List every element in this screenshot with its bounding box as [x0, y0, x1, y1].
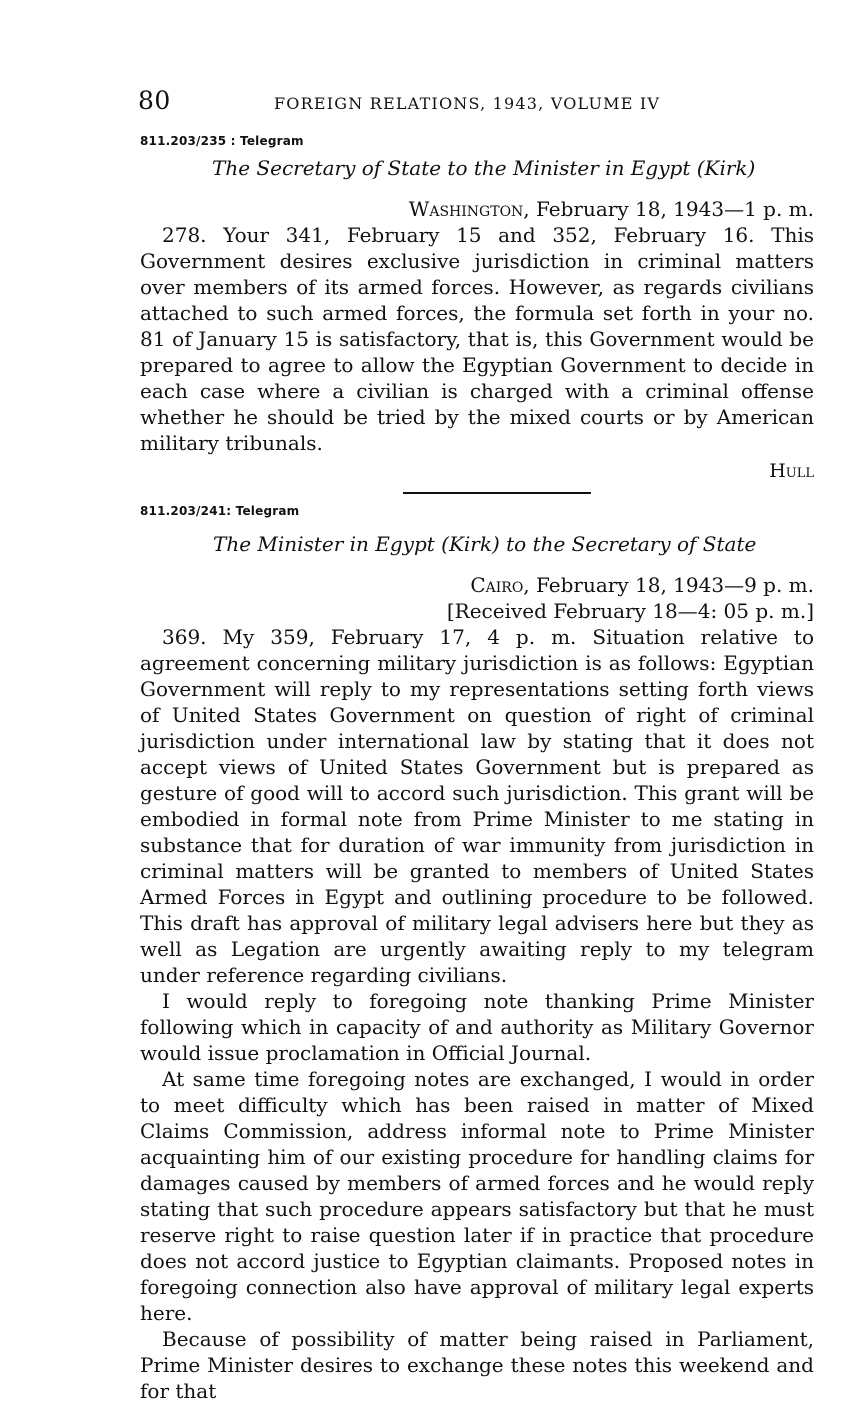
document-body	[140, 624, 814, 1404]
page-number: 80	[138, 86, 171, 115]
dateline-date: , February 18, 1943—9 p. m.	[523, 573, 814, 597]
body-paragraph: 278. Your 341, February 15 and 352, February 16. This Government desires exclusive jurisdiction in criminal matters over members of its armed forces. However, as regards civilians attached to such armed forces, the formula set forth in your no. 81 of January 15 is satisfactory, that is, this Government would be prepared to agree to allow the Egyptian Government to decide in each case where a civilian is charged with a criminal offense whether he should be tried by the mixed courts or by American military tribunals.	[140, 223, 814, 455]
body-paragraph: Because of possibility of matter being raised in Parliament, Prime Minister desires to exchange these notes this weekend and for that	[140, 1327, 814, 1403]
dateline-place: Washington	[408, 197, 524, 221]
section-divider	[403, 492, 591, 494]
document-title: The Secretary of State to the Minister in Egypt (Kirk)	[212, 156, 756, 180]
file-number: 811.203/241: Telegram	[140, 504, 300, 518]
document-body	[140, 222, 814, 456]
running-head-title: FOREIGN RELATIONS, 1943, VOLUME IV	[274, 94, 661, 113]
document-entry-2	[140, 504, 814, 1404]
dateline-date: , February 18, 1943—1 p. m.	[523, 197, 814, 221]
body-paragraph: At same time foregoing notes are exchanged, I would in order to meet difficulty which has been raised in matter of Mixed Claims Commission, address informal note to Prime Minister acquainting him of our existing procedure for handling claims for damages caused by members of armed forces and he would reply stating that such procedure appears satisfactory but that he must reserve right to raise question later if in practice that procedure does not accord justice to Egyptian claimants. Proposed notes in foregoing connection also have approval of military legal experts here.	[140, 1067, 814, 1325]
file-number: 811.203/235 : Telegram	[140, 134, 304, 148]
body-paragraph: 369. My 359, February 17, 4 p. m. Situation relative to agreement concerning military jurisdiction is as follows: Egyptian Government will reply to my representations setting forth views of United States Government on question of right of criminal jurisdiction under international law by stating that it does not accept views of United States Government but is prepared as gesture of good will to accord such jurisdiction. This grant will be embodied in formal note from Prime Minister to me stating in substance that for duration of war immunity from jurisdiction in criminal matters will be granted to members of United States Armed Forces in Egypt and outlining procedure to be followed. This draft has approval of military legal advisers here but they as well as Legation are urgently awaiting reply to my telegram under reference regarding civilians.	[140, 625, 814, 987]
running-head	[140, 78, 814, 120]
body-paragraph: I would reply to foregoing note thanking Prime Minister following which in capacity of and authority as Military Governor would issue proclamation in Official Journal.	[140, 989, 814, 1065]
received-line: [Received February 18—4: 05 p. m.]	[446, 599, 814, 623]
dateline	[140, 196, 814, 222]
document-title: The Minister in Egypt (Kirk) to the Secretary of State	[213, 532, 757, 556]
signature: Hull	[769, 460, 814, 482]
dateline-place: Cairo	[470, 573, 524, 597]
dateline	[140, 572, 814, 598]
document-entry-1	[140, 134, 814, 484]
document-page	[140, 78, 814, 1404]
